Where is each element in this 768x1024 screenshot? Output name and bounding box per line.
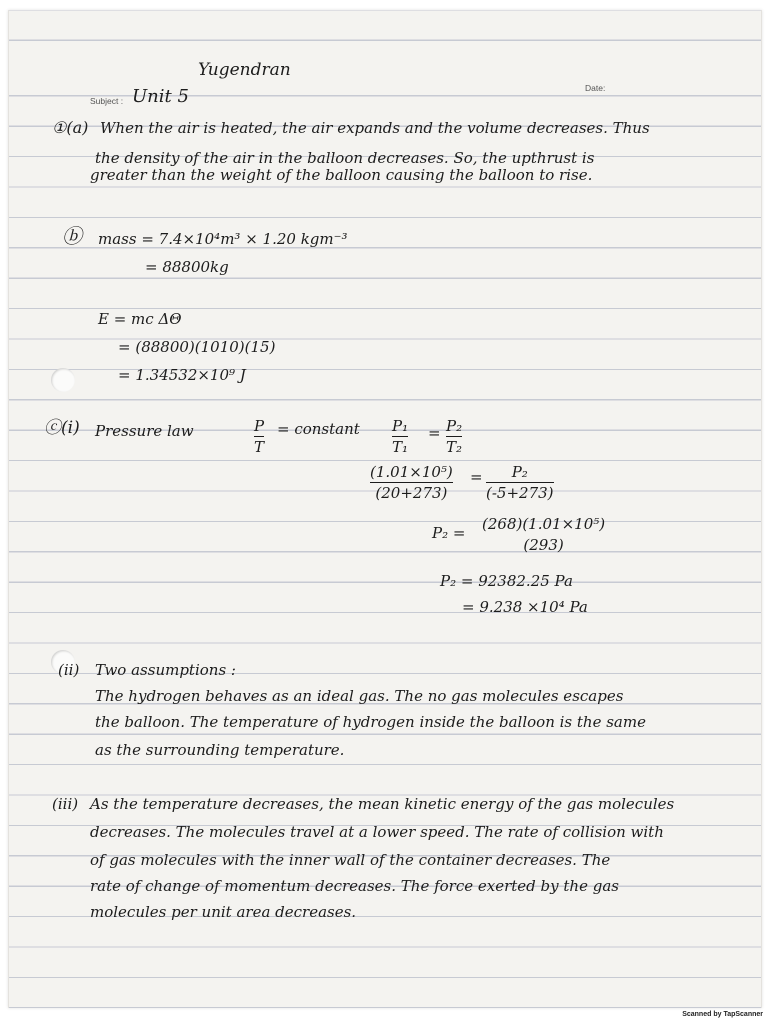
fraction-denominator: T₁ <box>392 438 409 457</box>
fraction-p1-over-t1 <box>392 418 408 457</box>
explanation-line-4: rate of change of momentum decreases. The force exerted by the gas <box>90 877 619 895</box>
fraction-p2-over-t2 <box>446 418 462 457</box>
assumptions-title: Two assumptions : <box>95 661 236 679</box>
date-label: Date: <box>585 83 606 93</box>
fraction-numerator: (268)(1.01×10⁵) <box>482 515 606 533</box>
fraction-numerator: (1.01×10⁵) <box>370 463 453 481</box>
mass-line-1: mass = 7.4×10⁴m³ × 1.20 kgm⁻³ <box>98 230 348 248</box>
fraction-initial-state <box>370 464 453 503</box>
fraction-numerator: P₂ <box>511 463 528 481</box>
fraction-p2-calculation <box>482 516 605 555</box>
question-marker-1b: ⓑ <box>62 224 82 248</box>
fraction-numerator: P₁ <box>392 417 409 435</box>
energy-line-1: E = mc ΔΘ <box>98 310 182 328</box>
fraction-final-state <box>486 464 554 503</box>
explanation-line-1: As the temperature decreases, the mean kinetic energy of the gas molecules <box>90 795 675 813</box>
fraction-denominator: (293) <box>523 536 564 555</box>
pressure-result-2: = 9.238 ×10⁴ Pa <box>462 598 588 616</box>
assumptions-line-3: as the surrounding temperature. <box>95 741 345 759</box>
assumptions-line-2: the balloon. The temperature of hydrogen inside the balloon is the same <box>95 713 646 731</box>
equals-sign: = <box>428 424 441 442</box>
explanation-line-3: of gas molecules with the inner wall of the container decreases. The <box>90 851 611 869</box>
energy-line-3: = 1.34532×10⁹ J <box>118 366 246 384</box>
explanation-line-5: molecules per unit area decreases. <box>90 903 357 921</box>
fraction-numerator: P <box>254 417 265 435</box>
question-marker-1c-ii: (ii) <box>58 661 80 679</box>
author-name: Yugendran <box>198 60 291 80</box>
pressure-result-1: P₂ = 92382.25 Pa <box>440 572 573 590</box>
fraction-denominator: (-5+273) <box>486 484 554 503</box>
fraction-denominator: T₂ <box>446 438 463 457</box>
fraction-denominator: T <box>254 438 265 457</box>
fraction-denominator: (20+273) <box>375 484 448 503</box>
answer-1a-line-1: When the air is heated, the air expands and the volume decreases. Thus <box>100 119 650 137</box>
subject-value: Unit 5 <box>132 86 189 107</box>
pressure-law-label: Pressure law <box>95 422 194 440</box>
subject-label: Subject : <box>90 96 124 106</box>
equals-sign: = <box>470 468 483 486</box>
explanation-line-2: decreases. The molecules travel at a lower speed. The rate of collision with <box>90 823 664 841</box>
scanner-watermark: Scanned by TapScanner <box>682 1011 763 1018</box>
fraction-numerator: P₂ <box>446 417 463 435</box>
answer-1a-line-2: the density of the air in the balloon decreases. So, the upthrust is <box>95 149 595 167</box>
energy-line-2: = (88800)(1010)(15) <box>118 338 276 356</box>
answer-1a-line-3: greater than the weight of the balloon causing the balloon to rise. <box>90 166 593 184</box>
assumptions-line-1: The hydrogen behaves as an ideal gas. The no gas molecules escapes <box>95 687 624 705</box>
question-marker-1a: ①(a) <box>52 118 89 137</box>
p2-label: P₂ = <box>432 524 466 542</box>
question-marker-1c-i: ⓒ(i) <box>44 418 80 438</box>
mass-line-2: = 88800kg <box>145 258 229 276</box>
question-marker-1c-iii: (iii) <box>52 795 79 813</box>
fraction-p-over-t <box>254 418 264 457</box>
constant-text: = constant <box>277 420 360 438</box>
binder-hole <box>51 368 75 392</box>
